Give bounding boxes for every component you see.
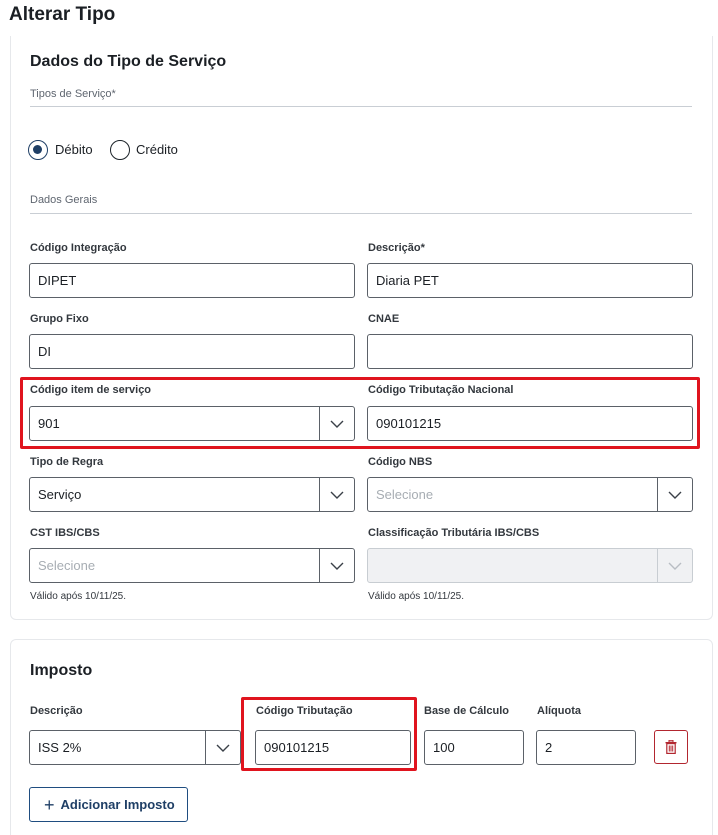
tax-descricao-value: ISS 2% bbox=[38, 740, 82, 755]
tax-aliquota-header: Alíquota bbox=[537, 705, 581, 717]
remove-tax-button[interactable] bbox=[654, 730, 688, 764]
section-title-tax: Imposto bbox=[30, 662, 93, 679]
page-title: Alterar Tipo bbox=[9, 4, 116, 25]
codigo-item-servico-label: Código item de serviço bbox=[30, 384, 152, 396]
tipo-regra-select[interactable] bbox=[29, 477, 355, 512]
general-data-label: Dados Gerais bbox=[30, 194, 98, 206]
plus-icon: + bbox=[44, 794, 55, 815]
tax-codigo-tributacao-input[interactable]: 090101215 bbox=[255, 730, 411, 765]
chevron-down-icon[interactable] bbox=[205, 731, 240, 764]
cst-ibs-cbs-select[interactable] bbox=[29, 548, 355, 583]
tax-descricao-header: Descrição bbox=[30, 705, 83, 717]
codigo-integracao-input[interactable]: DIPET bbox=[29, 263, 355, 298]
radio-credit[interactable] bbox=[110, 140, 130, 160]
service-types-label: Tipos de Serviço* bbox=[30, 88, 116, 100]
cst-ibs-cbs-placeholder: Selecione bbox=[38, 558, 96, 573]
chevron-down-icon[interactable] bbox=[319, 407, 354, 440]
classificacao-tributaria-label: Classificação Tributária IBS/CBS bbox=[368, 527, 540, 539]
trash-icon bbox=[665, 740, 677, 754]
codigo-integracao-label: Código Integração bbox=[30, 242, 127, 254]
tipo-regra-value: Serviço bbox=[38, 487, 82, 502]
add-tax-label: Adicionar Imposto bbox=[60, 797, 175, 812]
classificacao-tributaria-hint: Válido após 10/11/25. bbox=[368, 591, 465, 602]
radio-credit-label[interactable]: Crédito bbox=[136, 142, 178, 157]
descricao-input[interactable]: Diaria PET bbox=[367, 263, 693, 298]
tax-codigo-tributacao-header: Código Tributação bbox=[256, 705, 353, 717]
codigo-nbs-select[interactable] bbox=[367, 477, 693, 512]
chevron-down-icon[interactable] bbox=[657, 478, 692, 511]
classificacao-tributaria-select bbox=[367, 548, 693, 583]
chevron-down-icon[interactable] bbox=[319, 549, 354, 582]
radio-debit[interactable] bbox=[28, 140, 48, 160]
cnae-input[interactable] bbox=[367, 334, 693, 369]
grupo-fixo-label: Grupo Fixo bbox=[30, 313, 89, 325]
tax-base-calculo-input[interactable]: 100 bbox=[424, 730, 524, 765]
codigo-nbs-placeholder: Selecione bbox=[376, 487, 434, 502]
divider bbox=[30, 213, 692, 214]
tax-descricao-select[interactable] bbox=[29, 730, 241, 765]
service-type-card bbox=[10, 36, 713, 620]
radio-debit-label[interactable]: Débito bbox=[55, 142, 93, 157]
codigo-tributacao-nacional-label: Código Tributação Nacional bbox=[368, 384, 514, 396]
cnae-label: CNAE bbox=[368, 313, 400, 325]
tax-base-calculo-header: Base de Cálculo bbox=[424, 705, 509, 717]
chevron-down-icon[interactable] bbox=[319, 478, 354, 511]
tax-aliquota-input[interactable]: 2 bbox=[536, 730, 636, 765]
tipo-regra-label: Tipo de Regra bbox=[30, 456, 104, 468]
divider bbox=[30, 106, 692, 107]
grupo-fixo-input[interactable]: DI bbox=[29, 334, 355, 369]
section-title-service: Dados do Tipo de Serviço bbox=[30, 53, 227, 70]
add-tax-button[interactable] bbox=[29, 787, 188, 822]
codigo-nbs-label: Código NBS bbox=[368, 456, 433, 468]
chevron-down-icon bbox=[657, 549, 692, 582]
cst-ibs-cbs-label: CST IBS/CBS bbox=[30, 527, 100, 539]
cst-ibs-cbs-hint: Válido após 10/11/25. bbox=[30, 591, 127, 602]
descricao-label: Descrição* bbox=[368, 242, 425, 254]
codigo-item-servico-select[interactable] bbox=[29, 406, 355, 441]
codigo-tributacao-nacional-input[interactable]: 090101215 bbox=[367, 406, 693, 441]
codigo-item-servico-value: 901 bbox=[38, 416, 60, 431]
